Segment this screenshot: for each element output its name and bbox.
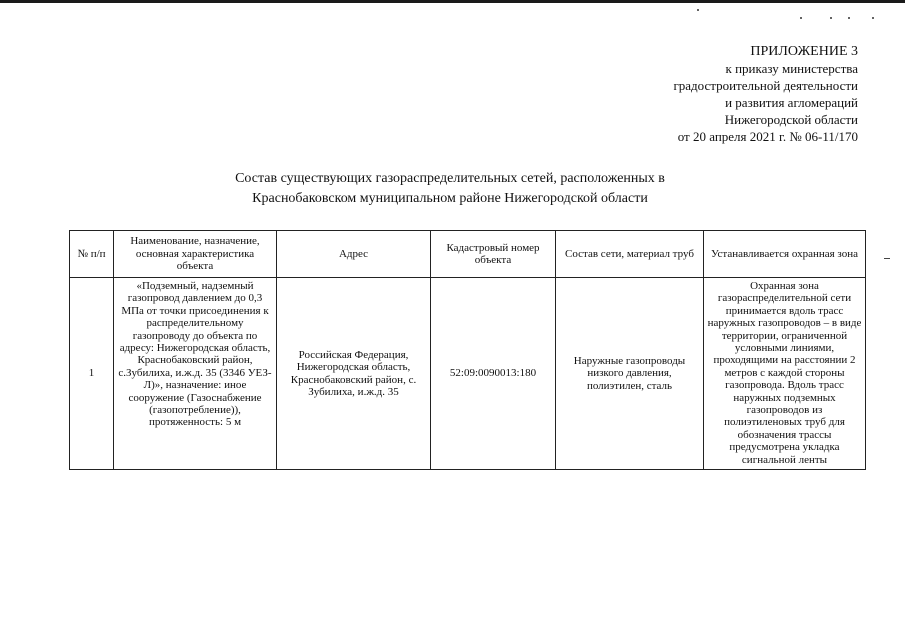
appendix-line: от 20 апреля 2021 г. № 06-11/170	[677, 129, 858, 144]
scan-speck	[697, 9, 699, 11]
cell-cadastral: 52:09:0090013:180	[431, 278, 556, 470]
document-title-line: Состав существующих газораспределительных сетей, расположенных в	[235, 171, 665, 186]
scan-speck	[848, 17, 850, 19]
scan-top-border	[0, 0, 905, 3]
header-cadastral: Кадастровый номер объекта	[431, 231, 556, 278]
document-title-line: Краснобаковском муниципальном районе Нижегородской области	[252, 191, 648, 206]
cell-address: Российская Федерация, Нижегородская область, Краснобаковский район, с. Зубилиха, и.ж.д. 35	[277, 278, 431, 470]
appendix-line: градостроительной деятельности	[673, 78, 858, 93]
header-number: № п/п	[70, 231, 114, 278]
scan-speck	[872, 17, 874, 19]
cell-number: 1	[70, 278, 114, 470]
header-address: Адрес	[277, 231, 431, 278]
cell-zone: Охранная зона газораспределительной сети принимается вдоль трасс наружных газопроводов – в виде территории, ограниченной условными линиями, проходящими на расстоянии 2 метров с каждой стороны газопровода. Вдоль трасс наружных подземных газопроводов из полиэтиленовых труб для обозначения трассы предусмотрена укладка сигнальной ленты	[704, 278, 866, 470]
cell-name: «Подземный, надземный газопровод давлением до 0,3 МПа от точки присоединения к распределительному газопроводу до объекта по адресу: Нижегородская область, Краснобаковский район, с.Зубилиха, и.ж.д. 35 (3346 УЕЗ-Л)», назначение: иное сооружение (Газоснабжение (газопотребление)), протяженность: 5 м	[114, 278, 277, 470]
scan-speck	[830, 17, 832, 19]
table-row	[70, 278, 866, 470]
scan-speck	[800, 17, 802, 19]
table-header-row	[70, 231, 866, 278]
appendix-block	[673, 43, 858, 145]
appendix-line: и развития агломераций	[725, 95, 858, 110]
header-zone: Устанавливается охранная зона	[704, 231, 866, 278]
appendix-line: к приказу министерства	[725, 61, 858, 76]
header-name: Наименование, назначение, основная характеристика объекта	[114, 231, 277, 278]
header-network: Состав сети, материал труб	[556, 231, 704, 278]
appendix-heading: ПРИЛОЖЕНИЕ 3	[750, 44, 858, 59]
document-title	[190, 169, 710, 209]
cell-network: Наружные газопроводы низкого давления, полиэтилен, сталь	[556, 278, 704, 470]
margin-mark	[884, 258, 890, 259]
gas-network-table	[69, 230, 866, 470]
appendix-line: Нижегородской области	[724, 112, 858, 127]
